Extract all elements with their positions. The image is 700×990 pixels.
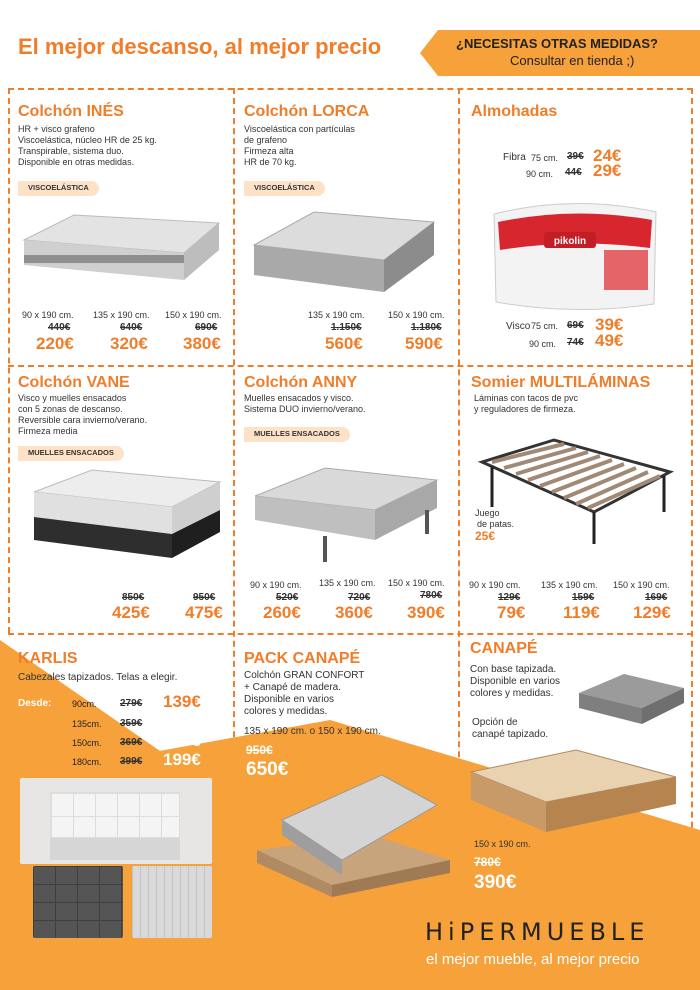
anny-tag: MUELLES ENSACADOS <box>244 427 350 442</box>
legs-label-line: Juego <box>475 508 500 518</box>
pikolin-logo: pikolin <box>553 236 587 247</box>
anny-new-price-90: 260€ <box>263 603 301 622</box>
canape-desc-line: colores y medidas. <box>470 688 554 699</box>
karlis-bedroom-photo <box>20 778 212 864</box>
lorca-new-price-150: 590€ <box>405 334 443 353</box>
lorca-desc-line: Firmeza alta <box>244 146 294 156</box>
vane-tag: MUELLES ENSACADOS <box>18 446 124 461</box>
karlis-size-180: 180cm. <box>72 757 102 767</box>
ines-desc-line: Viscoelástica, núcleo HR de 25 kg. <box>18 135 157 145</box>
ines-old-price-135: 640€ <box>120 322 143 333</box>
canape-desc-line: Disponible en varios <box>470 676 561 687</box>
somier-legs-label <box>475 508 514 530</box>
headboard-dark-sample <box>33 866 123 938</box>
ines-size-150: 150 x 190 cm. <box>165 310 222 320</box>
fibra-old-90: 44€ <box>565 167 582 178</box>
somier-legs-price: 25€ <box>475 529 496 543</box>
somier-new-price-90: 79€ <box>497 603 526 622</box>
visco-new-75: 39€ <box>595 315 624 334</box>
vane-new-price-1: 425€ <box>112 603 150 622</box>
somier-new-price-135: 119€ <box>563 603 600 622</box>
grid-line-row2 <box>8 633 693 635</box>
fibra-size-75: 75 cm. <box>531 153 559 163</box>
karlis-desde: Desde: <box>18 698 52 709</box>
canape-old-price: 780€ <box>474 855 501 869</box>
karlis-new-90: 139€ <box>163 692 201 711</box>
karlis-size-90: 90cm. <box>72 699 97 709</box>
lorca-description <box>244 124 355 168</box>
ines-tag: VISCOELÁSTICA <box>18 181 99 196</box>
pack-desc-line: Colchón GRAN CONFORT <box>244 670 365 681</box>
karlis-old-90: 279€ <box>120 698 143 709</box>
karlis-new-135: 169€ <box>163 712 201 731</box>
pack-new-price: 650€ <box>246 759 289 780</box>
pack-size: 135 x 190 cm. o 150 x 190 cm. <box>244 726 381 737</box>
banner-subtext: Consultar en tienda ;) <box>510 53 635 68</box>
karlis-old-150: 369€ <box>120 737 143 748</box>
legs-label-line: de patas. <box>477 519 515 529</box>
lorca-size-135: 135 x 190 cm. <box>308 310 365 320</box>
anny-desc-line: Sistema DUO invierno/verano. <box>244 404 366 414</box>
ines-description <box>18 124 157 168</box>
lorca-mattress-image <box>244 200 444 300</box>
pack-canape-image <box>252 765 452 900</box>
bed-photo-panel <box>50 838 180 860</box>
canape-desc-line: Con base tapizada. <box>470 664 557 675</box>
pack-old-price: 950€ <box>246 743 273 757</box>
ines-new-price-150: 380€ <box>183 334 221 353</box>
pillow-image <box>484 194 664 319</box>
karlis-new-180: 199€ <box>163 750 201 769</box>
somier-size-135: 135 x 190 cm. <box>541 580 598 590</box>
somier-description <box>474 393 578 415</box>
anny-size-150: 150 x 190 cm. <box>388 578 445 588</box>
vane-title: Colchón VANE <box>18 374 130 391</box>
anny-mattress-image <box>245 458 445 568</box>
canape-option-line: canapé tapizado. <box>472 729 549 740</box>
somier-desc-line: y reguladores de firmeza. <box>474 404 576 414</box>
anny-new-price-150: 390€ <box>407 603 445 622</box>
anny-old-price-135: 720€ <box>348 592 371 603</box>
canape-upholstered-image <box>574 668 689 728</box>
somier-size-150: 150 x 190 cm. <box>613 580 670 590</box>
pack-title: PACK CANAPÉ <box>244 650 361 667</box>
lorca-desc-line: Viscoelástica con partículas <box>244 124 355 134</box>
vane-desc-line: Firmeza media <box>18 426 78 436</box>
visco-size-90: 90 cm. <box>529 339 557 349</box>
somier-old-price-90: 129€ <box>498 592 521 603</box>
fibra-new-90: 29€ <box>593 161 622 180</box>
karlis-old-135: 359€ <box>120 718 143 729</box>
pack-desc-line: colores y medidas. <box>244 706 328 717</box>
anny-old-price-90: 520€ <box>276 592 299 603</box>
vane-desc-line: Reversible cara invierno/verano. <box>18 415 148 425</box>
anny-size-90: 90 x 190 cm. <box>250 580 302 590</box>
almohadas-visco-label: Visco <box>506 321 531 332</box>
almohadas-title: Almohadas <box>471 103 558 120</box>
canape-option-line: Opción de <box>472 717 518 728</box>
pack-desc-line: + Canapé de madera. <box>244 682 342 693</box>
banner-question: ¿NECESITAS OTRAS MEDIDAS? <box>456 36 658 51</box>
canape-title: CANAPÉ <box>470 640 538 657</box>
lorca-old-price-150: 1.180€ <box>411 322 442 333</box>
headboard-light-sample <box>132 866 212 938</box>
vane-old-price-1: 850€ <box>122 592 145 603</box>
anny-title: Colchón ANNY <box>244 374 358 391</box>
karlis-title: KARLIS <box>18 650 78 667</box>
lorca-title: Colchón LORCA <box>244 103 370 120</box>
grid-line-left <box>8 88 10 633</box>
visco-old-75: 69€ <box>567 320 584 331</box>
ines-size-135: 135 x 190 cm. <box>93 310 150 320</box>
fibra-size-90: 90 cm. <box>526 169 554 179</box>
karlis-old-180: 399€ <box>120 756 143 767</box>
canape-option <box>472 717 548 741</box>
ines-size-90: 90 x 190 cm. <box>22 310 74 320</box>
anny-description <box>244 393 366 415</box>
lorca-desc-line: de grafeno <box>244 135 288 145</box>
fibra-old-75: 39€ <box>567 151 584 162</box>
pack-description <box>244 670 364 718</box>
page-title: El mejor descanso, al mejor precio <box>18 34 382 59</box>
somier-old-price-135: 159€ <box>572 592 595 603</box>
pack-desc-line: Disponible en varios <box>244 694 335 705</box>
canape-description <box>470 664 560 700</box>
canape-size: 150 x 190 cm. <box>474 839 531 849</box>
somier-new-price-150: 129€ <box>633 603 671 622</box>
vane-new-price-2: 475€ <box>185 603 223 622</box>
karlis-size-150: 150cm. <box>72 738 102 748</box>
almohadas-fibra-label: Fibra <box>503 152 526 163</box>
lorca-size-150: 150 x 190 cm. <box>388 310 445 320</box>
hipermueble-logo: HiPERMUEBLE <box>425 918 650 946</box>
ines-desc-line: Transpirable, sistema duo. <box>18 146 124 156</box>
karlis-size-135: 135cm. <box>72 719 102 729</box>
somier-size-90: 90 x 190 cm. <box>469 580 521 590</box>
vane-description <box>18 393 147 437</box>
fibra-new-75: 24€ <box>593 146 622 165</box>
vane-desc-line: con 5 zonas de descanso. <box>18 404 123 414</box>
ines-new-price-90: 220€ <box>36 334 74 353</box>
somier-title: Somier MULTILÁMINAS <box>471 374 651 391</box>
footer-slogan: el mejor mueble, al mejor precio <box>426 951 640 968</box>
lorca-old-price-135: 1.150€ <box>331 322 362 333</box>
ines-mattress-image <box>14 205 226 295</box>
somier-desc-line: Láminas con tacos de pvc <box>474 393 579 403</box>
canape-new-price: 390€ <box>474 872 517 893</box>
anny-size-135: 135 x 190 cm. <box>319 578 376 588</box>
grid-line-row1 <box>8 365 693 367</box>
vane-mattress-image <box>22 462 227 572</box>
grid-line-right <box>691 88 693 898</box>
ines-new-price-135: 320€ <box>110 334 148 353</box>
visco-new-90: 49€ <box>595 331 624 350</box>
ines-desc-line: HR + visco grafeno <box>18 124 95 134</box>
ines-old-price-90: 440€ <box>48 322 71 333</box>
grid-line-top <box>8 88 693 90</box>
ines-old-price-150: 690€ <box>195 322 218 333</box>
ines-title: Colchón INÉS <box>18 103 124 120</box>
visco-old-90: 74€ <box>567 337 584 348</box>
canape-wood-image <box>466 742 681 837</box>
visco-size-75: 75 cm. <box>531 321 559 331</box>
vane-old-price-2: 950€ <box>193 592 216 603</box>
vane-desc-line: Visco y muelles ensacados <box>18 393 127 403</box>
headboard-photo-panel <box>50 792 180 838</box>
ines-desc-line: Disponible en otras medidas. <box>18 157 135 167</box>
lorca-new-price-135: 560€ <box>325 334 363 353</box>
lorca-desc-line: HR de 70 kg. <box>244 157 297 167</box>
karlis-new-150: 179€ <box>163 731 201 750</box>
somier-old-price-150: 169€ <box>645 592 668 603</box>
lorca-tag: VISCOELÁSTICA <box>244 181 325 196</box>
anny-new-price-135: 360€ <box>335 603 373 622</box>
anny-desc-line: Muelles ensacados y visco. <box>244 393 354 403</box>
somier-image <box>474 432 679 552</box>
anny-old-price-150: 780€ <box>420 590 443 601</box>
karlis-description: Cabezales tapizados. Telas a elegir. <box>18 672 178 683</box>
